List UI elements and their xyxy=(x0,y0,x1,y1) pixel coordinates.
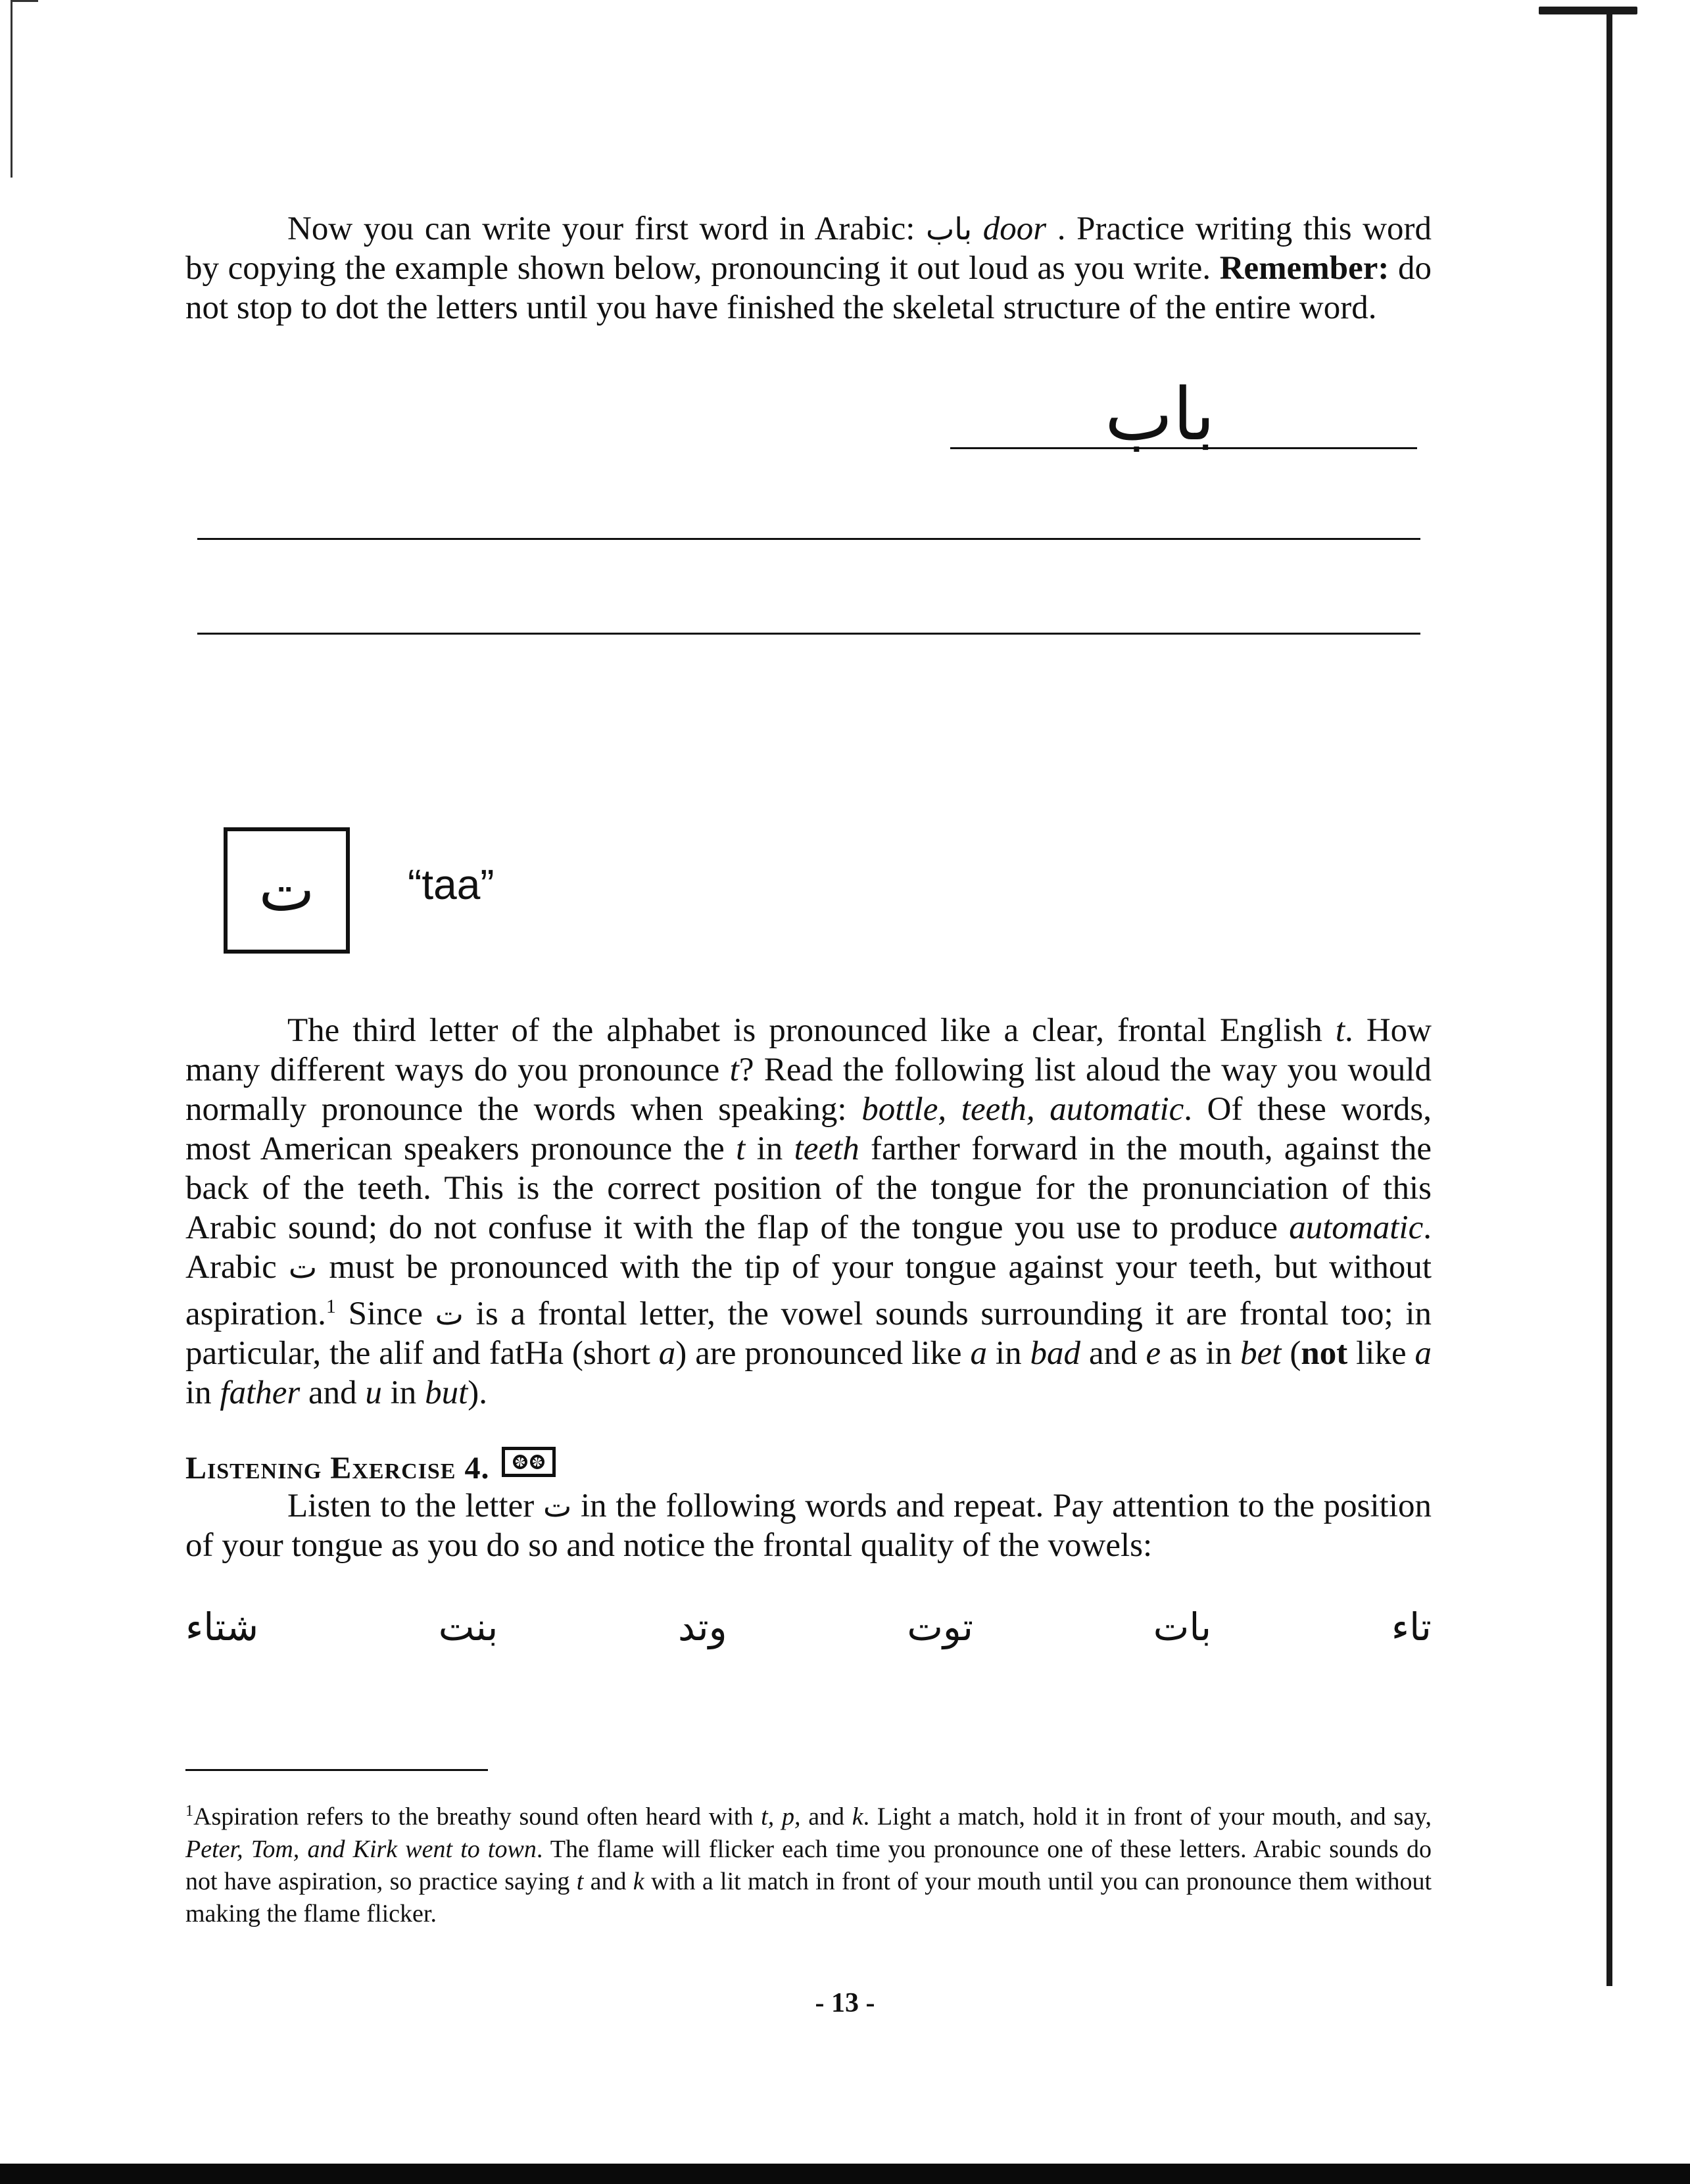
body-text: and xyxy=(1080,1335,1146,1372)
scan-edge-top xyxy=(11,0,38,2)
footnote-text: . The flame will flicker each time you pronounce one of these letters. Arabic sounds do not have aspiration, so practice saying xyxy=(185,1835,1432,1895)
italic-bad: bad xyxy=(1030,1335,1081,1372)
cassette-reel-right xyxy=(530,1455,544,1469)
cassette-reel-left xyxy=(513,1455,527,1469)
body-text: is a frontal letter, the vowel sounds surrounding it are frontal too; in particular, the alif and fatHa (short xyxy=(185,1296,1432,1372)
exercise-instructions xyxy=(185,1486,1432,1565)
arabic-word-baab: باب xyxy=(926,211,973,247)
scan-bottom-edge xyxy=(0,2164,1690,2184)
italic-father: father xyxy=(220,1374,301,1411)
footnote-mark: 1 xyxy=(185,1803,193,1820)
footnote-text: and xyxy=(800,1803,852,1831)
body-text: The third letter of the alphabet is pronounced like a clear, frontal English xyxy=(287,1012,1336,1049)
body-text: like xyxy=(1347,1335,1415,1372)
italic-t: t xyxy=(729,1052,739,1088)
exercise-word[interactable]: بنت xyxy=(438,1605,498,1649)
intro-text: . Practice writing this word by copying the example shown below, pronouncing it out loud as you write. xyxy=(185,210,1432,287)
letter-box xyxy=(224,827,350,954)
body-text: . How many different ways do you pronounce xyxy=(185,1012,1432,1088)
italic-a: a xyxy=(970,1335,987,1372)
scan-edge-left xyxy=(11,0,12,178)
page-number: - 13 - xyxy=(815,1988,875,2018)
italic-k: k xyxy=(633,1867,644,1895)
word-gloss: door xyxy=(982,210,1047,247)
italic-a: a xyxy=(658,1335,676,1372)
italic-e: e xyxy=(1146,1335,1161,1372)
italic-t: t xyxy=(736,1130,746,1167)
body-text: in xyxy=(986,1335,1030,1372)
intro-text: do not stop to dot the letters until you have finished the skeletal structure of the entire word. xyxy=(185,250,1432,326)
body-text: . Of these words, most American speakers pronounce the xyxy=(185,1091,1432,1167)
italic-bet: bet xyxy=(1240,1335,1282,1372)
letter-name: “taa” xyxy=(408,861,495,908)
italic-k: k xyxy=(852,1803,863,1831)
exercise-word[interactable]: شتاء xyxy=(185,1605,259,1649)
bold-not: not xyxy=(1301,1335,1348,1372)
intro-paragraph xyxy=(185,209,1432,328)
body-text: Since xyxy=(335,1296,435,1332)
body-text: farther forward in the mouth, against the back of the teeth. This is the correct position of the tongue for the pronunciation of this Arabic sound; do not confuse it with the flap of the tongue you use to produce xyxy=(185,1130,1432,1246)
body-text: and xyxy=(300,1374,366,1411)
italic-teeth: teeth xyxy=(794,1130,859,1167)
remember-label: Remember: xyxy=(1219,250,1389,287)
body-text: as in xyxy=(1161,1335,1241,1372)
instruction-text: in the following words and repeat. Pay attention to the position of your tongue as you do so and notice the frontal quality of the vowels: xyxy=(185,1488,1432,1564)
italic-u: u xyxy=(365,1374,382,1411)
italic-t: t xyxy=(1335,1012,1345,1049)
binding-edge xyxy=(1606,13,1612,1986)
letter-glyph: ت xyxy=(258,856,315,925)
instruction-text: Listen to the letter xyxy=(287,1488,543,1524)
body-text: in xyxy=(185,1374,220,1411)
body-text: ( xyxy=(1281,1335,1301,1372)
footnote-text: . Light a match, hold it in front of your mouth, and say, xyxy=(863,1803,1432,1831)
exercise-word[interactable]: تاء xyxy=(1391,1605,1432,1649)
italic-t: t xyxy=(576,1867,584,1895)
inline-taa: ت xyxy=(288,1250,318,1285)
body-paragraph xyxy=(185,1011,1432,1413)
practice-line-2[interactable] xyxy=(197,633,1420,635)
inline-taa: ت xyxy=(543,1488,572,1524)
inline-taa: ت xyxy=(435,1296,464,1332)
intro-text: Now you can write your first word in Arabic: xyxy=(287,210,926,247)
model-word: باب xyxy=(1105,372,1215,456)
italic-but: but xyxy=(425,1374,468,1411)
practice-line-1[interactable] xyxy=(197,538,1420,540)
body-text: ) are pronounced like xyxy=(675,1335,971,1372)
footnote-text: and xyxy=(583,1867,633,1895)
body-text: in xyxy=(381,1374,425,1411)
italic-sentence: Peter, Tom, and Kirk went to town xyxy=(185,1835,537,1863)
exercise-word[interactable]: وتد xyxy=(678,1605,727,1649)
exercise-heading: Listening Exercise 4. xyxy=(185,1451,490,1486)
body-text: ? Read the following list aloud the way you would normally pronounce the words when speaking: xyxy=(185,1052,1432,1128)
footnote xyxy=(185,1795,1432,1930)
body-text: must be pronounced with the tip of your tongue against your teeth, but without aspiration. xyxy=(185,1249,1432,1332)
example-words: bottle, teeth, automatic xyxy=(861,1091,1184,1128)
cassette-icon[interactable] xyxy=(502,1447,556,1477)
body-text: ). xyxy=(468,1374,487,1411)
exercise-word[interactable]: توت xyxy=(907,1605,974,1649)
footnote-text: Aspiration refers to the breathy sound often heard with xyxy=(193,1803,761,1831)
body-text: in xyxy=(745,1130,794,1167)
exercise-word[interactable]: بات xyxy=(1153,1605,1212,1649)
footnote-text: with a lit match in front of your mouth until you can pronounce them without making the flame flicker. xyxy=(185,1867,1432,1928)
italic-a: a xyxy=(1414,1335,1432,1372)
binding-cap xyxy=(1539,7,1637,14)
footnote-divider xyxy=(185,1769,488,1771)
italic-automatic: automatic xyxy=(1289,1209,1424,1246)
footnote-ref[interactable]: 1 xyxy=(326,1296,336,1317)
italic-letters: t, p, xyxy=(761,1803,801,1831)
exercise-word-list xyxy=(185,1605,1432,1649)
body-text: . Arabic xyxy=(185,1209,1432,1286)
